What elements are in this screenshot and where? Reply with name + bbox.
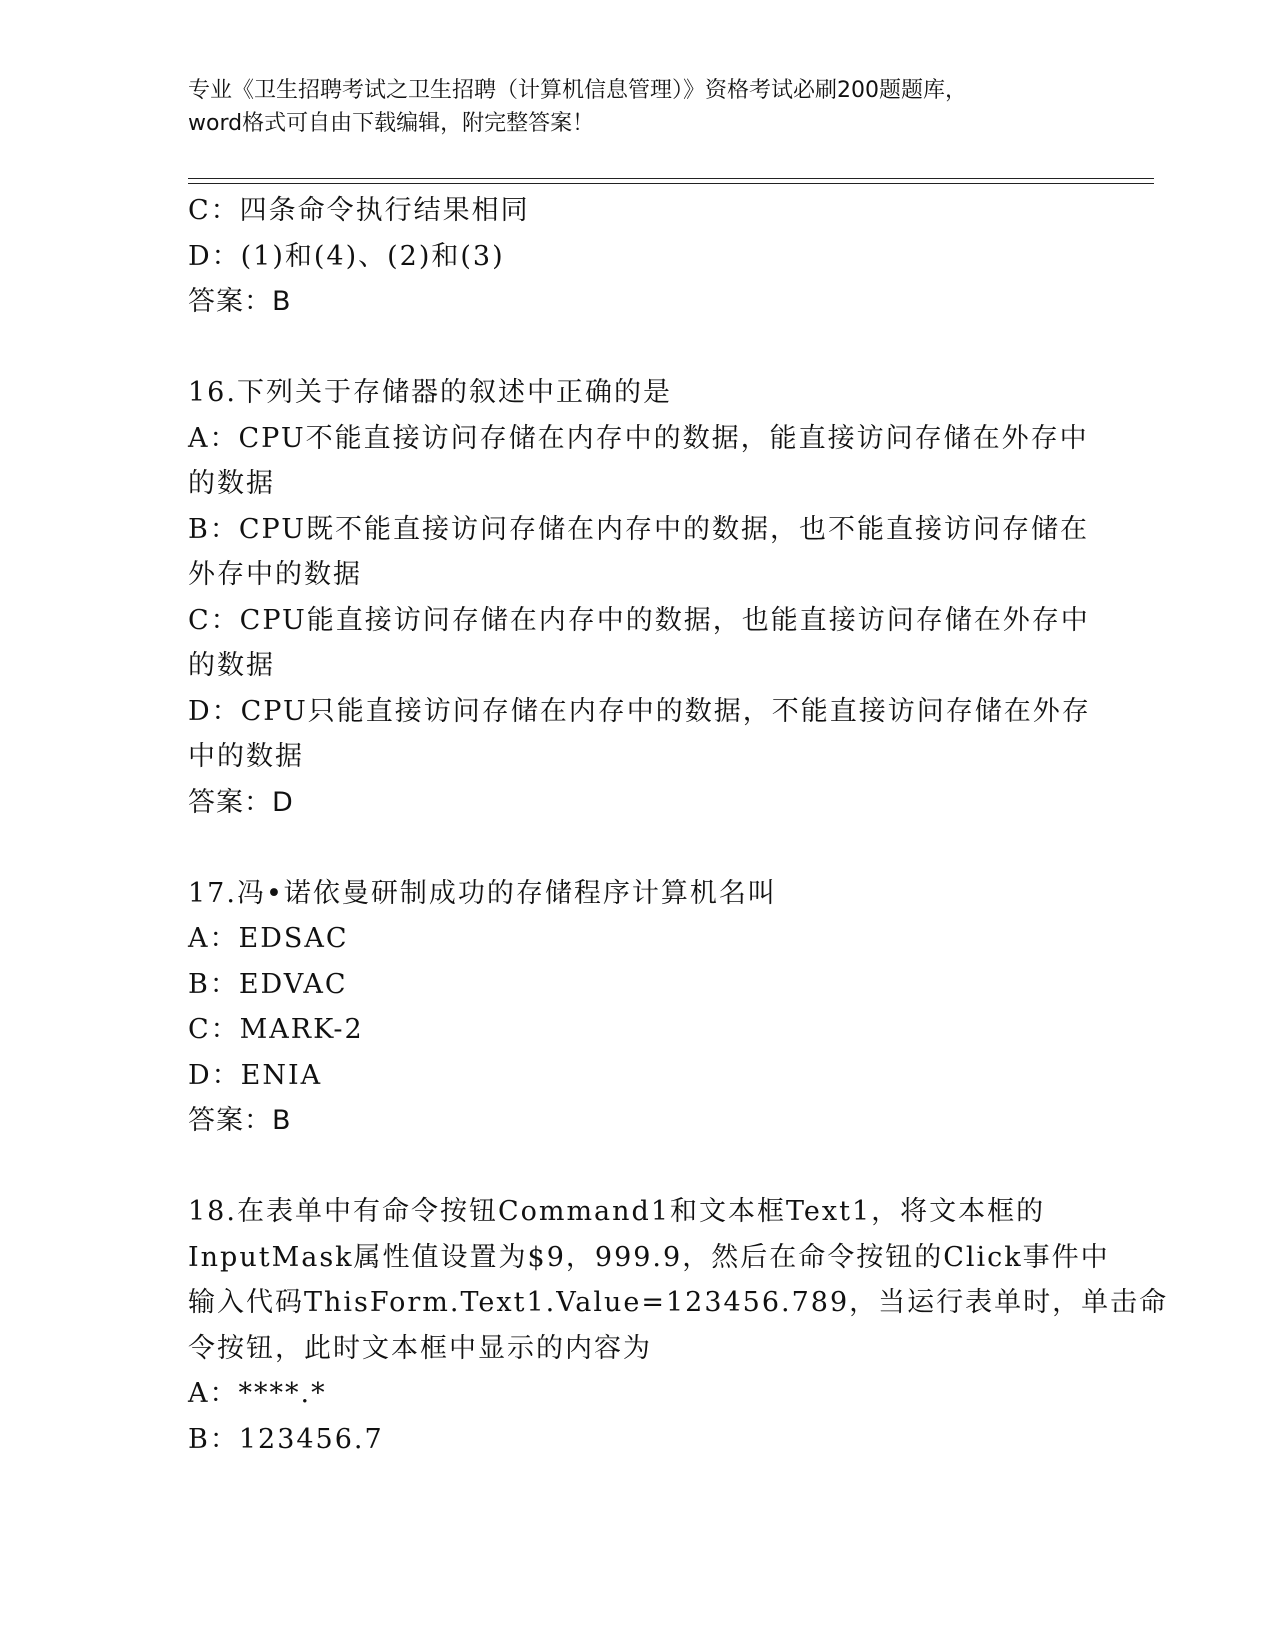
page-header: [188, 74, 1088, 140]
q16-question: 16.下列关于存储器的叙述中正确的是: [188, 377, 672, 408]
spacer: [188, 325, 1088, 371]
q16-option-a-cont: 的数据: [188, 468, 275, 499]
q18-question-line-2: InputMask属性值设置为$9，999.9，然后在命令按钮的Click事件中: [188, 1241, 1110, 1273]
q15-answer: 答案：B: [188, 286, 292, 317]
q16-option-d: D：CPU只能直接访问存储在内存中的数据，不能直接访问存储在外存: [188, 695, 1091, 727]
spacer: [188, 1144, 1088, 1190]
q16-option-b: B：CPU既不能直接访问存储在内存中的数据，也不能直接访问存储在: [188, 513, 1089, 545]
q18-question-line-4: 令按钮，此时文本框中显示的内容为: [188, 1332, 652, 1364]
q17-answer: 答案：B: [188, 1105, 292, 1136]
q18-question-line-1: 18.在表单中有命令按钮Command1和文本框Text1，将文本框的: [188, 1196, 1046, 1227]
q17-option-b: B：EDVAC: [188, 968, 348, 1000]
q16-option-d-cont: 中的数据: [188, 741, 304, 772]
q16-answer: 答案：D: [188, 786, 294, 818]
q16-option-c-cont: 的数据: [188, 650, 275, 681]
q17-option-c: C：MARK-2: [188, 1014, 364, 1045]
q17-option-a: A：EDSAC: [188, 923, 349, 954]
question-15-tail: [188, 188, 1088, 325]
q16-option-b-cont: 外存中的数据: [188, 559, 362, 590]
q16-option-a: A：CPU不能直接访问存储在内存中的数据，能直接访问存储在外存中: [188, 422, 1089, 454]
q17-option-d: D：ENIA: [188, 1059, 323, 1091]
question-16: [188, 370, 1091, 825]
q15-option-d: D：(1)和(4)、(2)和(3): [188, 240, 505, 272]
q18-option-b: B：123456.7: [188, 1423, 384, 1455]
q18-question-line-3: 输入代码ThisForm.Text1.Value=123456.789，当运行表单时，单击命: [188, 1287, 1169, 1318]
header-title-line-1: 专业《卫生招聘考试之卫生招聘（计算机信息管理）》资格考试必刷200题题库，: [188, 78, 967, 103]
header-divider-top: [188, 178, 1154, 179]
q17-question: 17.冯•诺依曼研制成功的存储程序计算机名叫: [188, 877, 777, 909]
q18-option-a: A：****.*: [188, 1378, 327, 1409]
header-title-line-2: word格式可自由下载编辑，附完整答案！: [188, 111, 595, 136]
question-content: [188, 188, 1169, 1462]
spacer: [188, 825, 1088, 871]
header-divider-bottom: [188, 183, 1154, 184]
q16-option-c: C：CPU能直接访问存储在内存中的数据，也能直接访问存储在外存中: [188, 604, 1090, 636]
q15-option-c: C：四条命令执行结果相同: [188, 195, 530, 226]
question-18: [188, 1189, 1169, 1462]
question-17: [188, 871, 1088, 1144]
